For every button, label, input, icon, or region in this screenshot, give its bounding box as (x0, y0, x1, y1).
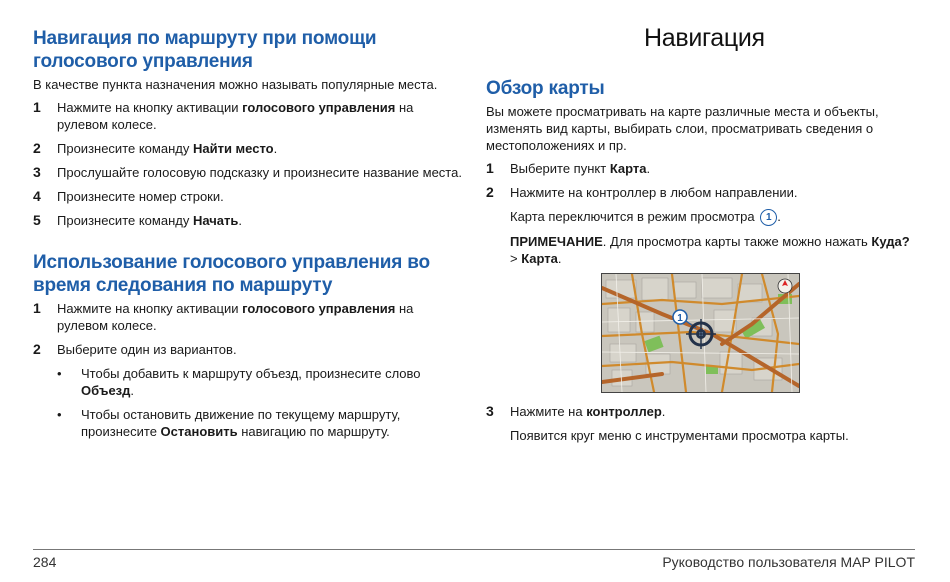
step-item (33, 164, 463, 181)
step-number: 1 (486, 160, 494, 176)
step-result: Появится круг меню с инструментами просмотра карты. (510, 428, 849, 443)
step-text: Произнесите команду Найти место. (57, 141, 278, 156)
step-number: 1 (33, 99, 41, 115)
steps-list (33, 99, 463, 229)
step-number: 3 (486, 403, 494, 419)
step-number: 2 (33, 341, 41, 357)
steps-list (486, 160, 916, 201)
map-illustration (602, 274, 799, 392)
step-item (33, 341, 463, 358)
section-heading-map-overview: Обзор карты (486, 78, 605, 99)
step-result: Карта переключится в режим просмотра 1 . (510, 208, 916, 226)
step-text: Произнесите команду Начать. (57, 213, 243, 228)
callout-marker: 1 (760, 209, 777, 226)
left-column (33, 27, 463, 447)
steps-list (486, 403, 916, 420)
step-number: 5 (33, 212, 41, 228)
map-screenshot (601, 273, 800, 393)
note: ПРИМЕЧАНИЕ. Для просмотра карты также можно нажать Куда? > Карта. (510, 234, 910, 267)
step-text: Выберите пункт Карта. (510, 161, 651, 176)
step-item (33, 188, 463, 205)
bullet-marker: • (57, 407, 62, 422)
step-item (486, 160, 916, 177)
step-text: Нажмите на кнопку активации голосового управления на рулевом колесе. (57, 100, 414, 132)
compass-icon (778, 279, 792, 293)
options-list (57, 365, 463, 440)
step-number: 2 (33, 140, 41, 156)
footer-divider (33, 549, 915, 550)
bullet-marker: • (57, 366, 62, 381)
step-text: Нажмите на кнопку активации голосового управления на рулевом колесе. (57, 301, 414, 333)
section-heading-voice-route: Навигация по маршруту при помощи голосового управления (33, 28, 377, 72)
step-text: Выберите один из вариантов. (57, 342, 237, 357)
step-item (33, 212, 463, 229)
page-number: 284 (33, 554, 57, 570)
step-item (33, 140, 463, 157)
steps-list (33, 300, 463, 358)
section-heading-voice-during-route: Использование голосового управления во время следования по маршруту (33, 252, 430, 296)
step-text: Произнесите номер строки. (57, 189, 224, 204)
right-column (486, 77, 916, 274)
option-text: Чтобы остановить движение по текущему маршруту, произнесите Остановить навигацию по маршруту. (81, 407, 401, 439)
step-number: 3 (33, 164, 41, 180)
step-number: 4 (33, 188, 41, 204)
step-text: Нажмите на контроллер в любом направлении. (510, 185, 798, 200)
right-column-continued (486, 403, 916, 451)
step-number: 2 (486, 184, 494, 200)
step-item (33, 99, 463, 133)
section-intro: В качестве пункта назначения можно называть популярные места. (33, 77, 438, 92)
step-number: 1 (33, 300, 41, 316)
step-item (486, 403, 916, 420)
map-callout-number: 1 (677, 313, 683, 324)
option-item (57, 406, 463, 440)
section-intro: Вы можете просматривать на карте различные места и объекты, изменять вид карты, выбирать слои, просматривать сведения о местоположениях и пр. (486, 104, 879, 153)
option-item (57, 365, 463, 399)
chapter-title: Навигация (644, 24, 765, 52)
step-item (33, 300, 463, 334)
note-label: ПРИМЕЧАНИЕ (510, 234, 603, 250)
step-text: Прослушайте голосовую подсказку и произнесите название места. (57, 165, 462, 180)
step-item (486, 184, 916, 201)
manual-title: Руководство пользователя MAP PILOT (662, 554, 915, 570)
option-text: Чтобы добавить к маршруту объезд, произнесите слово Объезд. (81, 366, 421, 398)
step-text: Нажмите на контроллер. (510, 404, 666, 419)
